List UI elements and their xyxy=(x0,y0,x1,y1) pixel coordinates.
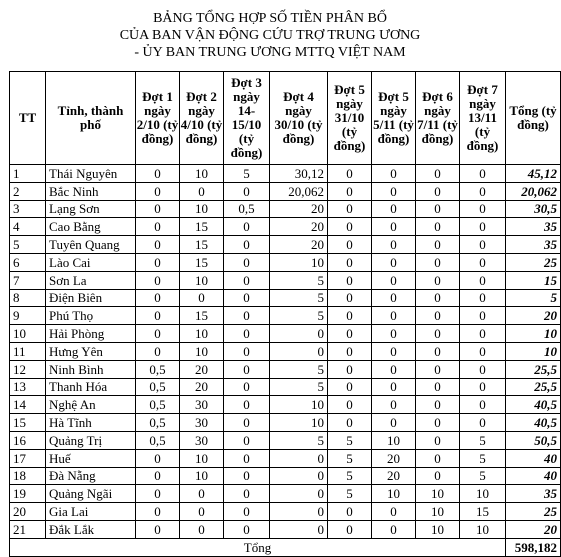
phase-6-amount: 0 xyxy=(416,325,460,343)
phase-7-amount: 5 xyxy=(460,431,506,449)
phase-3-amount: 0 xyxy=(224,182,270,200)
phase-3-amount: 5 xyxy=(224,165,270,183)
total-value: 598,182 xyxy=(506,538,561,556)
row-number: 20 xyxy=(10,503,46,521)
phase-1-amount: 0 xyxy=(136,467,180,485)
province-name: Đà Nẵng xyxy=(46,467,136,485)
row-total: 25,5 xyxy=(506,378,561,396)
phase-1-amount: 0 xyxy=(136,271,180,289)
phase-6-amount: 10 xyxy=(416,485,460,503)
phase-6-amount: 0 xyxy=(416,396,460,414)
phase-6-amount: 0 xyxy=(416,414,460,432)
row-number: 7 xyxy=(10,271,46,289)
phase-5a-amount: 0 xyxy=(328,360,372,378)
phase-3-amount: 0 xyxy=(224,378,270,396)
header-cell: Đợt 6 ngày 7/11 (tỷ đồng) xyxy=(416,72,460,165)
phase-3-amount: 0 xyxy=(224,271,270,289)
row-total: 25,5 xyxy=(506,360,561,378)
table-row xyxy=(10,520,561,538)
phase-5b-amount: 0 xyxy=(372,253,416,271)
table-row xyxy=(10,449,561,467)
row-total: 45,12 xyxy=(506,165,561,183)
phase-5a-amount: 5 xyxy=(328,431,372,449)
phase-4-amount: 5 xyxy=(270,307,328,325)
phase-2-amount: 15 xyxy=(180,307,224,325)
phase-5a-amount: 0 xyxy=(328,378,372,396)
header-cell: Đợt 5 ngày 31/10 (tỷ đồng) xyxy=(328,72,372,165)
row-total: 35 xyxy=(506,485,561,503)
row-number: 5 xyxy=(10,236,46,254)
row-number: 21 xyxy=(10,520,46,538)
row-total: 40,5 xyxy=(506,396,561,414)
phase-7-amount: 0 xyxy=(460,378,506,396)
phase-7-amount: 0 xyxy=(460,307,506,325)
phase-7-amount: 0 xyxy=(460,165,506,183)
phase-6-amount: 0 xyxy=(416,378,460,396)
phase-5a-amount: 0 xyxy=(328,503,372,521)
phase-7-amount: 5 xyxy=(460,467,506,485)
phase-3-amount: 0 xyxy=(224,449,270,467)
table-row xyxy=(10,236,561,254)
table-row xyxy=(10,503,561,521)
phase-5b-amount: 0 xyxy=(372,360,416,378)
phase-6-amount: 0 xyxy=(416,289,460,307)
phase-2-amount: 10 xyxy=(180,165,224,183)
province-name: Nghệ An xyxy=(46,396,136,414)
phase-2-amount: 10 xyxy=(180,325,224,343)
table-row xyxy=(10,325,561,343)
table-row xyxy=(10,182,561,200)
phase-5a-amount: 0 xyxy=(328,520,372,538)
row-number: 3 xyxy=(10,200,46,218)
phase-5a-amount: 0 xyxy=(328,307,372,325)
phase-2-amount: 30 xyxy=(180,431,224,449)
row-number: 18 xyxy=(10,467,46,485)
province-name: Quảng Ngãi xyxy=(46,485,136,503)
phase-2-amount: 15 xyxy=(180,218,224,236)
title-line: CỦA BAN VẬN ĐỘNG CỨU TRỢ TRUNG ƯƠNG xyxy=(119,28,421,43)
header-cell: Đợt 1 ngày 2/10 (tỷ đồng) xyxy=(136,72,180,165)
phase-3-amount: 0 xyxy=(224,520,270,538)
phase-4-amount: 5 xyxy=(270,360,328,378)
table-row xyxy=(10,271,561,289)
phase-6-amount: 0 xyxy=(416,449,460,467)
phase-4-amount: 10 xyxy=(270,253,328,271)
allocation-table xyxy=(9,71,561,557)
phase-1-amount: 0 xyxy=(136,485,180,503)
phase-6-amount: 0 xyxy=(416,200,460,218)
phase-4-amount: 10 xyxy=(270,396,328,414)
phase-7-amount: 15 xyxy=(460,503,506,521)
phase-2-amount: 0 xyxy=(180,503,224,521)
phase-2-amount: 20 xyxy=(180,360,224,378)
phase-5b-amount: 0 xyxy=(372,236,416,254)
phase-6-amount: 10 xyxy=(416,503,460,521)
row-number: 9 xyxy=(10,307,46,325)
phase-5a-amount: 0 xyxy=(328,200,372,218)
phase-2-amount: 15 xyxy=(180,236,224,254)
table-row xyxy=(10,253,561,271)
province-name: Tuyên Quang xyxy=(46,236,136,254)
phase-3-amount: 0,5 xyxy=(224,200,270,218)
phase-5a-amount: 5 xyxy=(328,467,372,485)
phase-2-amount: 0 xyxy=(180,289,224,307)
row-total: 40 xyxy=(506,467,561,485)
phase-5a-amount: 0 xyxy=(328,396,372,414)
table-row xyxy=(10,360,561,378)
header-row xyxy=(10,72,561,165)
phase-6-amount: 0 xyxy=(416,271,460,289)
title-line: - ỦY BAN TRUNG ƯƠNG MTTQ VIỆT NAM xyxy=(134,45,406,60)
row-number: 1 xyxy=(10,165,46,183)
phase-1-amount: 0 xyxy=(136,520,180,538)
header-cell: Đợt 3 ngày 14-15/10 (tỷ đồng) xyxy=(224,72,270,165)
phase-5b-amount: 20 xyxy=(372,467,416,485)
phase-2-amount: 10 xyxy=(180,271,224,289)
row-total: 35 xyxy=(506,236,561,254)
phase-7-amount: 0 xyxy=(460,396,506,414)
phase-2-amount: 0 xyxy=(180,182,224,200)
phase-5b-amount: 0 xyxy=(372,325,416,343)
phase-6-amount: 0 xyxy=(416,182,460,200)
phase-2-amount: 30 xyxy=(180,396,224,414)
phase-1-amount: 0 xyxy=(136,342,180,360)
phase-4-amount: 0 xyxy=(270,342,328,360)
phase-2-amount: 10 xyxy=(180,200,224,218)
table-row xyxy=(10,289,561,307)
phase-4-amount: 20,062 xyxy=(270,182,328,200)
phase-5a-amount: 0 xyxy=(328,253,372,271)
phase-7-amount: 0 xyxy=(460,218,506,236)
phase-7-amount: 0 xyxy=(460,360,506,378)
phase-3-amount: 0 xyxy=(224,414,270,432)
phase-5b-amount: 0 xyxy=(372,342,416,360)
phase-1-amount: 0 xyxy=(136,253,180,271)
phase-6-amount: 0 xyxy=(416,467,460,485)
phase-4-amount: 20 xyxy=(270,236,328,254)
row-total: 10 xyxy=(506,342,561,360)
total-row xyxy=(10,538,561,556)
table-row xyxy=(10,431,561,449)
phase-1-amount: 0,5 xyxy=(136,431,180,449)
row-total: 40,5 xyxy=(506,414,561,432)
phase-7-amount: 0 xyxy=(460,289,506,307)
phase-7-amount: 0 xyxy=(460,342,506,360)
phase-5b-amount: 10 xyxy=(372,485,416,503)
row-number: 17 xyxy=(10,449,46,467)
header-cell: Tỉnh, thành phố xyxy=(46,72,136,165)
province-name: Gia Lai xyxy=(46,503,136,521)
phase-2-amount: 10 xyxy=(180,449,224,467)
province-name: Đắk Lắk xyxy=(46,520,136,538)
phase-5b-amount: 0 xyxy=(372,289,416,307)
phase-1-amount: 0 xyxy=(136,182,180,200)
phase-5a-amount: 0 xyxy=(328,325,372,343)
table-row xyxy=(10,414,561,432)
phase-4-amount: 10 xyxy=(270,414,328,432)
phase-2-amount: 10 xyxy=(180,342,224,360)
phase-5b-amount: 0 xyxy=(372,200,416,218)
province-name: Sơn La xyxy=(46,271,136,289)
phase-1-amount: 0,5 xyxy=(136,396,180,414)
province-name: Phú Thọ xyxy=(46,307,136,325)
header-cell: Tổng (tỷ đồng) xyxy=(506,72,561,165)
phase-3-amount: 0 xyxy=(224,360,270,378)
table-row xyxy=(10,485,561,503)
phase-1-amount: 0 xyxy=(136,218,180,236)
row-number: 8 xyxy=(10,289,46,307)
row-total: 10 xyxy=(506,325,561,343)
province-name: Huế xyxy=(46,449,136,467)
table-row xyxy=(10,467,561,485)
phase-5a-amount: 0 xyxy=(328,289,372,307)
table-row xyxy=(10,307,561,325)
phase-6-amount: 0 xyxy=(416,307,460,325)
phase-4-amount: 20 xyxy=(270,218,328,236)
row-number: 16 xyxy=(10,431,46,449)
phase-6-amount: 10 xyxy=(416,520,460,538)
province-name: Điện Biên xyxy=(46,289,136,307)
phase-3-amount: 0 xyxy=(224,396,270,414)
row-number: 4 xyxy=(10,218,46,236)
phase-1-amount: 0 xyxy=(136,289,180,307)
phase-4-amount: 5 xyxy=(270,289,328,307)
phase-3-amount: 0 xyxy=(224,253,270,271)
phase-5b-amount: 20 xyxy=(372,449,416,467)
phase-7-amount: 0 xyxy=(460,325,506,343)
phase-1-amount: 0,5 xyxy=(136,360,180,378)
phase-1-amount: 0 xyxy=(136,165,180,183)
phase-4-amount: 30,12 xyxy=(270,165,328,183)
phase-5b-amount: 0 xyxy=(372,396,416,414)
phase-5a-amount: 5 xyxy=(328,485,372,503)
phase-7-amount: 0 xyxy=(460,182,506,200)
phase-6-amount: 0 xyxy=(416,431,460,449)
phase-3-amount: 0 xyxy=(224,289,270,307)
header-cell: Đợt 7 ngày 13/11 (tỷ đồng) xyxy=(460,72,506,165)
phase-7-amount: 0 xyxy=(460,253,506,271)
phase-5b-amount: 10 xyxy=(372,431,416,449)
table-row xyxy=(10,396,561,414)
table-row xyxy=(10,200,561,218)
phase-4-amount: 0 xyxy=(270,449,328,467)
province-name: Hà Tĩnh xyxy=(46,414,136,432)
phase-5b-amount: 0 xyxy=(372,520,416,538)
phase-7-amount: 5 xyxy=(460,449,506,467)
row-total: 20 xyxy=(506,307,561,325)
phase-5a-amount: 0 xyxy=(328,414,372,432)
phase-7-amount: 0 xyxy=(460,236,506,254)
phase-7-amount: 0 xyxy=(460,414,506,432)
row-total: 30,5 xyxy=(506,200,561,218)
table-row xyxy=(10,218,561,236)
phase-6-amount: 0 xyxy=(416,253,460,271)
phase-7-amount: 10 xyxy=(460,520,506,538)
header-cell: Đợt 4 ngày 30/10 (tỷ đồng) xyxy=(270,72,328,165)
phase-2-amount: 0 xyxy=(180,520,224,538)
row-number: 11 xyxy=(10,342,46,360)
phase-1-amount: 0,5 xyxy=(136,414,180,432)
province-name: Bắc Ninh xyxy=(46,182,136,200)
phase-4-amount: 5 xyxy=(270,271,328,289)
phase-1-amount: 0 xyxy=(136,449,180,467)
row-total: 25 xyxy=(506,503,561,521)
phase-3-amount: 0 xyxy=(224,503,270,521)
phase-1-amount: 0 xyxy=(136,236,180,254)
document-title xyxy=(0,10,540,61)
phase-5b-amount: 0 xyxy=(372,165,416,183)
row-total: 25 xyxy=(506,253,561,271)
phase-5a-amount: 5 xyxy=(328,449,372,467)
province-name: Hưng Yên xyxy=(46,342,136,360)
phase-4-amount: 0 xyxy=(270,467,328,485)
phase-3-amount: 0 xyxy=(224,485,270,503)
row-total: 40 xyxy=(506,449,561,467)
table-row xyxy=(10,342,561,360)
row-total: 15 xyxy=(506,271,561,289)
province-name: Hải Phòng xyxy=(46,325,136,343)
row-number: 14 xyxy=(10,396,46,414)
phase-1-amount: 0 xyxy=(136,307,180,325)
phase-2-amount: 0 xyxy=(180,485,224,503)
phase-7-amount: 0 xyxy=(460,271,506,289)
phase-5b-amount: 0 xyxy=(372,218,416,236)
row-number: 12 xyxy=(10,360,46,378)
province-name: Quảng Trị xyxy=(46,431,136,449)
phase-3-amount: 0 xyxy=(224,307,270,325)
phase-5b-amount: 0 xyxy=(372,503,416,521)
phase-5a-amount: 0 xyxy=(328,342,372,360)
province-name: Lạng Sơn xyxy=(46,200,136,218)
phase-4-amount: 0 xyxy=(270,325,328,343)
header-cell: Đợt 2 ngày 4/10 (tỷ đồng) xyxy=(180,72,224,165)
province-name: Thanh Hóa xyxy=(46,378,136,396)
phase-2-amount: 15 xyxy=(180,253,224,271)
phase-5a-amount: 0 xyxy=(328,218,372,236)
phase-5b-amount: 0 xyxy=(372,307,416,325)
phase-1-amount: 0 xyxy=(136,503,180,521)
row-number: 19 xyxy=(10,485,46,503)
row-total: 50,5 xyxy=(506,431,561,449)
phase-4-amount: 20 xyxy=(270,200,328,218)
phase-2-amount: 30 xyxy=(180,414,224,432)
total-label: Tổng xyxy=(10,538,506,556)
province-name: Ninh Bình xyxy=(46,360,136,378)
phase-7-amount: 10 xyxy=(460,485,506,503)
phase-6-amount: 0 xyxy=(416,218,460,236)
phase-5b-amount: 0 xyxy=(372,271,416,289)
table-row xyxy=(10,378,561,396)
phase-3-amount: 0 xyxy=(224,325,270,343)
header-cell: Đợt 5 ngày 5/11 (tỷ đồng) xyxy=(372,72,416,165)
phase-3-amount: 0 xyxy=(224,431,270,449)
phase-5b-amount: 0 xyxy=(372,378,416,396)
phase-3-amount: 0 xyxy=(224,236,270,254)
phase-1-amount: 0 xyxy=(136,325,180,343)
phase-2-amount: 10 xyxy=(180,467,224,485)
province-name: Thái Nguyên xyxy=(46,165,136,183)
row-number: 6 xyxy=(10,253,46,271)
phase-2-amount: 20 xyxy=(180,378,224,396)
phase-1-amount: 0,5 xyxy=(136,378,180,396)
header-cell: TT xyxy=(10,72,46,165)
phase-6-amount: 0 xyxy=(416,360,460,378)
row-total: 20 xyxy=(506,520,561,538)
row-number: 15 xyxy=(10,414,46,432)
province-name: Cao Bằng xyxy=(46,218,136,236)
phase-5a-amount: 0 xyxy=(328,165,372,183)
row-number: 10 xyxy=(10,325,46,343)
phase-3-amount: 0 xyxy=(224,467,270,485)
phase-3-amount: 0 xyxy=(224,218,270,236)
phase-6-amount: 0 xyxy=(416,236,460,254)
row-total: 5 xyxy=(506,289,561,307)
phase-6-amount: 0 xyxy=(416,342,460,360)
phase-5b-amount: 0 xyxy=(372,182,416,200)
phase-6-amount: 0 xyxy=(416,165,460,183)
phase-1-amount: 0 xyxy=(136,200,180,218)
phase-5b-amount: 0 xyxy=(372,414,416,432)
phase-7-amount: 0 xyxy=(460,200,506,218)
phase-4-amount: 0 xyxy=(270,503,328,521)
phase-3-amount: 0 xyxy=(224,342,270,360)
phase-5a-amount: 0 xyxy=(328,236,372,254)
phase-4-amount: 5 xyxy=(270,431,328,449)
phase-4-amount: 0 xyxy=(270,520,328,538)
row-total: 20,062 xyxy=(506,182,561,200)
phase-5a-amount: 0 xyxy=(328,182,372,200)
phase-4-amount: 5 xyxy=(270,378,328,396)
row-total: 35 xyxy=(506,218,561,236)
row-number: 2 xyxy=(10,182,46,200)
table-row xyxy=(10,165,561,183)
province-name: Lào Cai xyxy=(46,253,136,271)
title-line: BẢNG TỔNG HỢP SỐ TIỀN PHÂN BỔ xyxy=(153,11,387,26)
row-number: 13 xyxy=(10,378,46,396)
phase-4-amount: 0 xyxy=(270,485,328,503)
phase-5a-amount: 0 xyxy=(328,271,372,289)
